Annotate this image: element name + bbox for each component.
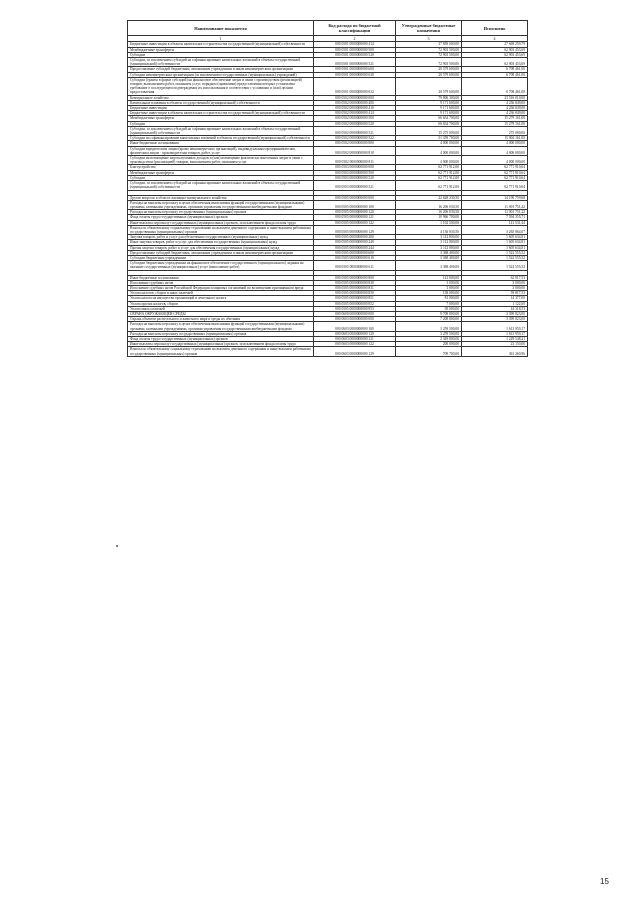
row-code: 000 0505 0000000000 200: [314, 235, 396, 240]
row-approved: 3 112 800,00: [396, 240, 462, 245]
table-row: [128, 347, 528, 356]
row-approved: 3 368 400,00: [396, 261, 462, 270]
header-executed: Исполнено: [462, 21, 528, 36]
row-executed: 4 236 849,00: [462, 111, 528, 116]
row-executed: 4 000 000,00: [462, 146, 528, 155]
row-name: Субсидии, за исключением субсидий на софинансирование капитальных вложений в объекты государственной (муниципальной) собственности: [128, 181, 314, 190]
row-name: Субсидии: [128, 121, 314, 126]
row-name: Субсидии на софинансирование капитальных вложений в объекты государственной (муниципальной) собственности: [128, 136, 314, 141]
row-code: 000 0503 0000000000 500: [314, 170, 396, 175]
budget-execution-table: [127, 20, 528, 357]
row-name: Уплата прочих налогов, сборов: [128, 301, 314, 306]
column-index: 4: [462, 36, 528, 42]
row-executed: 1 522 555,52: [462, 261, 528, 270]
row-code: 000 0502 0000000000 810: [314, 146, 396, 155]
row-approved: 81 000,00: [396, 296, 462, 301]
row-code: 000 0502 0000000000 400: [314, 100, 396, 105]
row-name: Уплата иных платежей: [128, 306, 314, 311]
row-name: Межбюджетные трансферты: [128, 116, 314, 121]
row-code: 000 0600 0000000000 000: [314, 311, 396, 316]
row-approved: 16 206 030,50: [396, 210, 462, 215]
column-index: 1: [128, 36, 314, 42]
row-code: 000 0502 0000000000 500: [314, 116, 396, 121]
row-name: Фонд оплаты труда государственных (муниципальных) органов: [128, 215, 314, 220]
row-code: 000 0503 0000000000 000: [314, 165, 396, 170]
row-approved: 62 771 912,00: [396, 170, 462, 175]
row-executed: 3 265 864,07: [462, 225, 528, 234]
row-executed: 11 001 751,22: [462, 210, 528, 215]
row-approved: 7 208 800,00: [396, 317, 462, 322]
row-approved: 10 966 700,00: [396, 215, 462, 220]
row-name: Иные бюджетные ассигнования: [128, 275, 314, 280]
row-name: Взносы по обязательному социальному страхованию на выплаты денежного содержания и иные выплаты работникам государственных (муниципальных) органов: [128, 225, 314, 234]
row-approved: 9 708 800,00: [396, 311, 462, 316]
row-code: 000 0503 0000000000 520: [314, 175, 396, 180]
row-executed: 4 000 000,00: [462, 156, 528, 165]
header-row: [128, 21, 528, 36]
row-code: 000 0501 0000000000 521: [314, 58, 396, 67]
row-name: Бюджетные инвестиции в объекты капитального строительства государственной (муниципальной) собственности: [128, 42, 314, 47]
row-code: 000 0505 0000000000 240: [314, 240, 396, 245]
row-name: Фонд оплаты труда государственных (муниципальных) органов: [128, 336, 314, 341]
row-executed: 1 605 634,81: [462, 240, 528, 245]
row-name: Субсидии юридическим лицам (кроме некоммерческих организаций), индивидуальным предпринимателям, физическим лицам - производителям товаров, работ, услуг: [128, 146, 314, 155]
row-approved: 200 000,00: [396, 342, 462, 347]
row-name: Расходы на выплаты персоналу государственных (муниципальных) органов: [128, 210, 314, 215]
row-executed: 15 004 161,00: [462, 136, 528, 141]
row-code: 000 0505 0000000000 244: [314, 245, 396, 250]
row-name: Уплата налогов, сборов и иных платежей: [128, 291, 314, 296]
row-name: Расходы на выплаты персоналу в целях обеспечения выполнения функций государственными (муниципальными) органами, казенными учреждениями, органами управления государственными внебюджетными фондами: [128, 200, 314, 209]
row-code: 000 0502 0000000000 800: [314, 141, 396, 146]
row-code: 000 0505 0000000000 800: [314, 275, 396, 280]
row-executed: 6 708 461,00: [462, 77, 528, 95]
row-approved: 3 112 800,00: [396, 235, 462, 240]
row-approved: 3 259 500,00: [396, 322, 462, 331]
row-executed: 3 000,00: [462, 280, 528, 285]
row-executed: 15 279 161,00: [462, 116, 528, 121]
column-index: 2: [314, 36, 396, 42]
row-executed: 59 817,53: [462, 291, 528, 296]
row-code: 000 0505 0000000000 830: [314, 280, 396, 285]
row-approved: 3 368 400,00: [396, 255, 462, 260]
row-code: 000 0603 0000000000 120: [314, 331, 396, 336]
header-indicator-name: Наименование показателя: [128, 21, 314, 36]
row-executed: 141 531,44: [462, 220, 528, 225]
row-name: Субсидии бюджетным учреждениям на финансовое обеспечение государственного (муниципального) задания на оказание государственных (муниципальных) услуг (выполнение работ): [128, 261, 314, 270]
row-name: Уплата налога на имущество организаций и земельного налога: [128, 296, 314, 301]
row-approved: 3 000,00: [396, 285, 462, 290]
row-name: Капитальные вложения в объекты государственной (муниципальной) собственности: [128, 100, 314, 105]
row-executed: 4 000 000,00: [462, 141, 528, 146]
row-code: 000 0505 0000000000 000: [314, 195, 396, 200]
row-approved: 4 000 000,00: [396, 141, 462, 146]
row-name: Исполнение судебных актов Российской Федерации и мировых соглашений по возмещению причиненного вреда: [128, 285, 314, 290]
row-code: 000 0501 0000000000 414: [314, 42, 396, 47]
row-name: Субсидии: [128, 52, 314, 57]
row-executed: 1 605 634,81: [462, 245, 528, 250]
row-name: Расходы на выплаты персоналу в целях обеспечения выполнения функций государственными (муниципальными) органами, казенными учреждениями, органами управления государственными внебюджетными фондами: [128, 322, 314, 331]
row-code: 000 0502 0000000000 522: [314, 136, 396, 141]
row-executed: 1 613 959,17: [462, 322, 528, 331]
row-name: Закупка товаров, работ и услуг для обеспечения государственных (муниципальных) нужд: [128, 235, 314, 240]
row-name: Субсидии на возмещение недополученных доходов и (или) возмещение фактически понесенных затрат в связи с производством (реализацией) товаров, выполнением работ, оказанием услуг: [128, 156, 314, 165]
table-row: [128, 58, 528, 67]
row-name: Охрана объектов растительного и животного мира и среды их обитания: [128, 317, 314, 322]
row-name: Субсидии, за исключением субсидий на софинансирование капитальных вложений в объекты государственной (муниципальной) собственности: [128, 58, 314, 67]
row-executed: 3 399 823,00: [462, 317, 528, 322]
row-approved: 4 000 000,00: [396, 156, 462, 165]
header-classification-code: Код расхода по бюджетной классификации: [314, 21, 396, 36]
row-executed: 6 708 461,00: [462, 72, 528, 77]
row-executed: 14 190 759,68: [462, 195, 528, 200]
row-name: Благоустройство: [128, 165, 314, 170]
row-name: Межбюджетные трансферты: [128, 170, 314, 175]
row-approved: 20 579 600,00: [396, 77, 462, 95]
table-row: [128, 77, 528, 95]
row-executed: 23 150,00: [462, 342, 528, 347]
row-code: 000 0501 0000000000 600: [314, 67, 396, 72]
row-approved: 66 634 700,00: [396, 116, 462, 121]
row-name: Предоставление субсидий бюджетным, автономным учреждениям и иным некоммерческим организациям: [128, 250, 314, 255]
header-approved: Утвержденные бюджетные назначения: [396, 21, 462, 36]
row-code: 000 0505 0000000000 121: [314, 215, 396, 220]
row-executed: 62 771 910,64: [462, 170, 528, 175]
row-name: Взносы по обязательному социальному страхованию на выплаты денежного содержания и иные выплаты работникам государственных (муниципальных) органов: [128, 347, 314, 356]
row-code: 000 0505 0000000000 610: [314, 255, 396, 260]
row-code: 000 0603 0000000000 129: [314, 347, 396, 356]
row-code: 000 0505 0000000000 853: [314, 306, 396, 311]
row-executed: 62 903 453,69: [462, 52, 528, 57]
row-approved: 9 171 600,00: [396, 106, 462, 111]
row-code: 000 0502 0000000000 811: [314, 156, 396, 165]
row-name: Иные бюджетные ассигнования: [128, 141, 314, 146]
table-row: [128, 126, 528, 135]
row-code: 000 0505 0000000000 100: [314, 200, 396, 209]
row-executed: 1 522 555,52: [462, 255, 528, 260]
row-code: 000 0505 0000000000 611: [314, 261, 396, 270]
row-executed: 62 903 453,69: [462, 47, 528, 52]
row-approved: 37 858 000,00: [396, 42, 462, 47]
scan-speck: [116, 545, 118, 547]
row-name: Субсидии (гранты в форме субсидий) на финансовое обеспечение затрат в связи с производством (реализацией) товаров, выполнением работ, оказанием услуг, порядком (правилами) предоставления которых установлено требование о последующем подтверждении их использования в соответствии с условиями и (или) целями предоставления: [128, 77, 314, 95]
row-executed: 15 279 161,00: [462, 121, 528, 126]
row-name: ОХРАНА ОКРУЖАЮЩЕЙ СРЕДЫ: [128, 311, 314, 316]
table-row: [128, 261, 528, 270]
row-approved: 62 771 912,00: [396, 175, 462, 180]
row-code: 000 0505 0000000000 850: [314, 291, 396, 296]
row-executed: 4 236 849,00: [462, 100, 528, 105]
row-code: 000 0502 0000000000 414: [314, 111, 396, 116]
row-executed: 3 399 823,00: [462, 311, 528, 316]
row-executed: 62 771 910,64: [462, 175, 528, 180]
row-code: 000 0505 0000000000 831: [314, 285, 396, 290]
row-executed: 1 522 555,52: [462, 250, 528, 255]
row-code: 000 0603 0000000000 000: [314, 317, 396, 322]
row-approved: 4 136 830,50: [396, 225, 462, 234]
row-executed: 62 771 910,64: [462, 165, 528, 170]
row-code: 000 0505 0000000000 851: [314, 296, 396, 301]
table-row: [128, 200, 528, 209]
table-row: [128, 181, 528, 190]
row-executed: 62 771 910,64: [462, 181, 528, 190]
row-approved: 62 771 912,00: [396, 181, 462, 190]
row-executed: 1 613 959,17: [462, 331, 528, 336]
row-name: Субсидии, за исключением субсидий на софинансирование капитальных вложений в объекты государственной (муниципальной) собственности: [128, 126, 314, 135]
row-executed: 361 260,96: [462, 347, 528, 356]
row-approved: 3 112 800,00: [396, 245, 462, 250]
row-code: 000 0502 0000000000 000: [314, 95, 396, 100]
row-approved: 4 000 000,00: [396, 146, 462, 155]
row-executed: 3 000,00: [462, 285, 528, 290]
row-name: Расходы на выплаты персоналу государственных (муниципальных) органов: [128, 331, 314, 336]
row-executed: 23 516 010,00: [462, 95, 528, 100]
row-approved: 141 000,00: [396, 275, 462, 280]
row-code: 000 0603 0000000000 100: [314, 322, 396, 331]
table-row: [128, 225, 528, 234]
row-executed: 1 122,00: [462, 301, 528, 306]
row-approved: 15 275 000,00: [396, 126, 462, 135]
row-code: 000 0505 0000000000 600: [314, 250, 396, 255]
row-executed: 1 605 634,81: [462, 235, 528, 240]
row-name: Бюджетные инвестиции: [128, 106, 314, 111]
row-approved: 16 206 030,50: [396, 200, 462, 209]
row-approved: 20 579 600,00: [396, 67, 462, 72]
row-executed: 14 377,00: [462, 296, 528, 301]
row-code: 000 0501 0000000000 500: [314, 47, 396, 52]
row-approved: 9 171 600,00: [396, 111, 462, 116]
row-approved: 1 102 500,00: [396, 220, 462, 225]
row-executed: 6 708 461,00: [462, 67, 528, 72]
row-code: 000 0505 0000000000 122: [314, 220, 396, 225]
row-approved: 72 903 500,00: [396, 58, 462, 67]
row-code: 000 0502 0000000000 410: [314, 106, 396, 111]
row-name: Субсидии некоммерческим организациям (за исключением государственных (муниципальных) учреждений): [128, 72, 314, 77]
row-name: Предоставление субсидий бюджетным, автономным учреждениям и иным некоммерческим организациям: [128, 67, 314, 72]
row-code: 000 0501 0000000000 632: [314, 77, 396, 95]
row-name: Исполнение судебных актов: [128, 280, 314, 285]
row-executed: 11 001 751,22: [462, 200, 528, 209]
row-approved: 3 368 400,00: [396, 250, 462, 255]
row-approved: 709 700,00: [396, 347, 462, 356]
table-row: [128, 156, 528, 165]
row-name: Коммунальное хозяйство: [128, 95, 314, 100]
row-code: 000 0505 0000000000 852: [314, 301, 396, 306]
row-approved: 20 579 600,00: [396, 72, 462, 77]
row-executed: 1 229 548,21: [462, 336, 528, 341]
row-name: Другие вопросы в области жилищно-коммунального хозяйства: [128, 195, 314, 200]
table-header: [128, 21, 528, 42]
row-approved: 22 628 230,50: [396, 195, 462, 200]
row-name: Межбюджетные трансферты: [128, 47, 314, 52]
row-approved: 50 000,00: [396, 306, 462, 311]
row-executed: 62 903 453,69: [462, 58, 528, 67]
row-approved: 3 000,00: [396, 280, 462, 285]
row-executed: 275 000,00: [462, 126, 528, 135]
row-name: Иные выплаты персоналу государственных (муниципальных) органов, за исключением фонда оплаты труда: [128, 342, 314, 347]
row-approved: 138 000,00: [396, 291, 462, 296]
page-number: 15: [600, 877, 609, 886]
row-approved: 66 634 700,00: [396, 121, 462, 126]
row-approved: 9 171 600,00: [396, 100, 462, 105]
row-approved: 79 806 300,00: [396, 95, 462, 100]
row-code: 000 0503 0000000000 521: [314, 181, 396, 190]
row-code: 000 0603 0000000000 122: [314, 342, 396, 347]
row-approved: 7 000,00: [396, 301, 462, 306]
row-approved: 2 349 800,00: [396, 336, 462, 341]
budget-table-sheet: [127, 20, 527, 357]
row-name: Субсидии бюджетным учреждениям: [128, 255, 314, 260]
row-code: 000 0501 0000000000 630: [314, 72, 396, 77]
row-code: 000 0502 0000000000 520: [314, 121, 396, 126]
row-code: 000 0501 0000000000 520: [314, 52, 396, 57]
row-executed: 62 817,53: [462, 275, 528, 280]
row-approved: 72 903 500,00: [396, 47, 462, 52]
row-name: Субсидии: [128, 175, 314, 180]
row-code: 000 0505 0000000000 129: [314, 225, 396, 234]
row-executed: 7 594 355,71: [462, 215, 528, 220]
row-name: Бюджетные инвестиции в объекты капитального строительства государственной (муниципальной) собственности: [128, 111, 314, 116]
row-executed: 44 318,53: [462, 306, 528, 311]
row-executed: 27 669 259,79: [462, 42, 528, 47]
row-approved: 51 359 700,00: [396, 136, 462, 141]
row-executed: 4 236 849,00: [462, 106, 528, 111]
row-name: Прочая закупка товаров, работ и услуг для обеспечения государственных (муниципальных) нужд: [128, 245, 314, 250]
table-row: [128, 146, 528, 155]
column-index: 3: [396, 36, 462, 42]
row-name: Иные закупки товаров, работ и услуг для обеспечения государственных (муниципальных) нужд: [128, 240, 314, 245]
row-code: 000 0603 0000000000 121: [314, 336, 396, 341]
table-row: [128, 322, 528, 331]
row-approved: 72 903 500,00: [396, 52, 462, 57]
row-approved: 3 259 500,00: [396, 331, 462, 336]
row-code: 000 0502 0000000000 521: [314, 126, 396, 135]
row-name: Иные выплаты персоналу государственных (муниципальных) органов, за исключением фонда оплаты труда: [128, 220, 314, 225]
row-approved: 62 771 912,00: [396, 165, 462, 170]
row-code: 000 0505 0000000000 120: [314, 210, 396, 215]
table-body: [128, 42, 528, 356]
